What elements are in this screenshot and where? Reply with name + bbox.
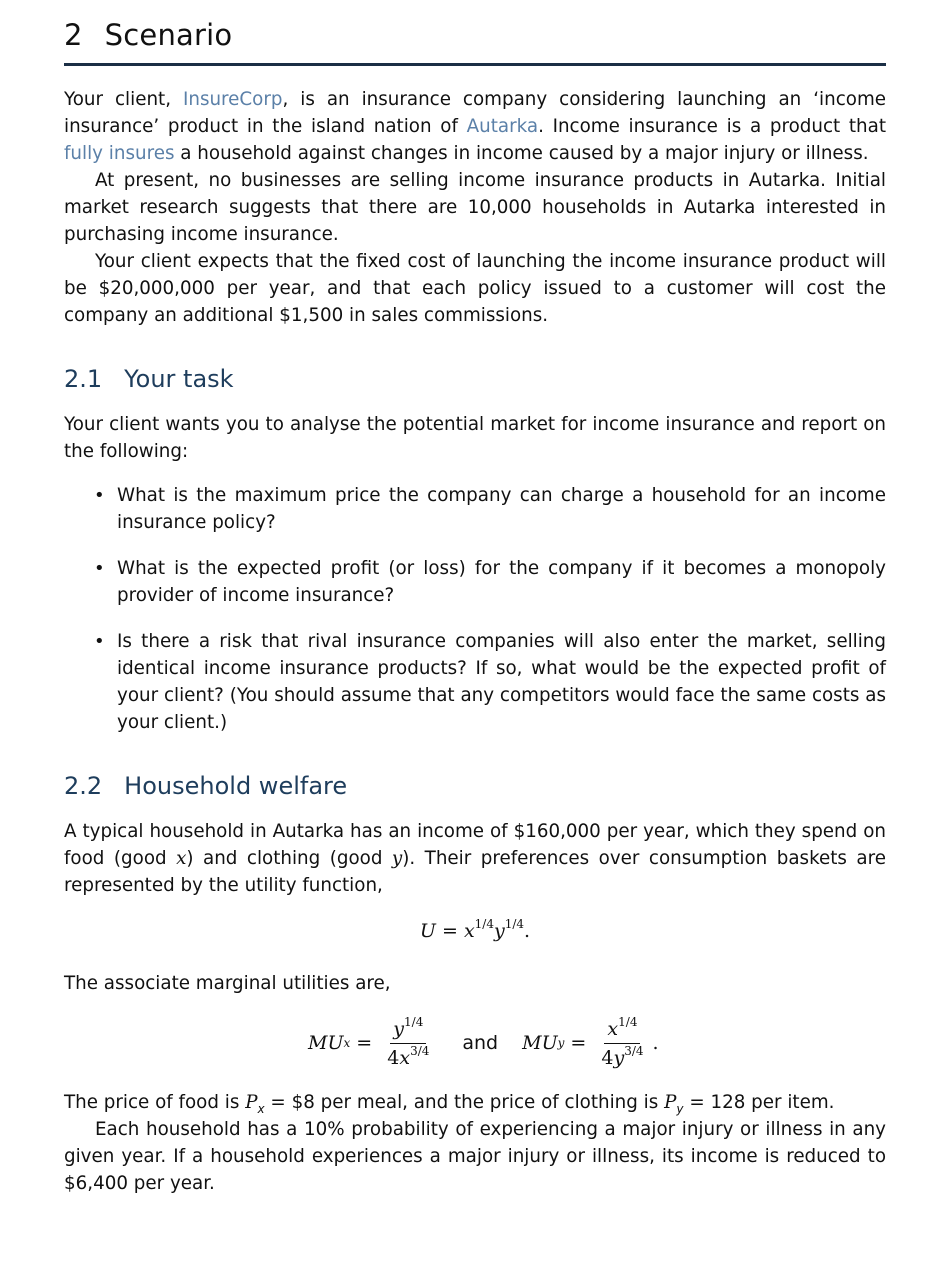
exponent: 1/4 bbox=[404, 1014, 424, 1029]
list-item-text: What is the maximum price the company can charge a household for an income insurance policy? bbox=[117, 485, 886, 533]
exponent: 3/4 bbox=[410, 1043, 430, 1058]
and-word: and bbox=[462, 1032, 499, 1054]
subsection-title: Household welfare bbox=[124, 772, 348, 800]
list-item bbox=[64, 482, 886, 536]
list-item bbox=[64, 555, 886, 609]
intro-paragraph-2: At present, no businesses are selling income insurance products in Autarka. Initial market research suggests that there are 10,000 households in Autarka interested in purchasing income insurance. bbox=[64, 170, 886, 245]
denominator-var: y bbox=[613, 1046, 625, 1069]
list-item-text: Is there a risk that rival insurance companies will also enter the market, selling identical income insurance products? If so, what would be the expected profit of your client? (You should assume that any competitors would face the same costs as your client.) bbox=[117, 631, 886, 733]
equals-sign: = bbox=[350, 1032, 379, 1054]
variable-y: y bbox=[391, 848, 403, 869]
exponent: 1/4 bbox=[504, 917, 525, 931]
subscript: y bbox=[676, 1102, 684, 1116]
intro-paragraph-1 bbox=[64, 86, 886, 167]
subsection-number: 2.2 bbox=[64, 772, 103, 800]
period: . bbox=[524, 920, 531, 942]
subsection-title: Your task bbox=[124, 365, 234, 393]
variable-x: x bbox=[176, 848, 187, 869]
variable-x: x bbox=[463, 920, 475, 942]
equals-sign: = bbox=[435, 920, 464, 942]
welfare-text: ) and clothing (good bbox=[186, 848, 392, 869]
exponent: 3/4 bbox=[624, 1043, 644, 1058]
subsection-heading-task bbox=[64, 365, 234, 393]
section-heading bbox=[64, 18, 232, 52]
intro-text: Your client, bbox=[64, 89, 183, 110]
list-item-text: What is the expected profit (or loss) for the company if it becomes a monopoly provider of income insurance? bbox=[117, 558, 886, 606]
exponent: 1/4 bbox=[474, 917, 494, 931]
intro-text: a household against changes in income caused by a major injury or illness. bbox=[174, 143, 869, 164]
client-name-link[interactable]: InsureCorp bbox=[182, 89, 283, 110]
price-text: The price of food is bbox=[64, 1092, 246, 1113]
nation-link[interactable]: Autarka bbox=[466, 116, 539, 137]
period: . bbox=[652, 1032, 659, 1054]
welfare-text: A typical household in Autarka has an income of $160,000 per year, which they spend on food (good bbox=[64, 821, 886, 869]
section-title: Scenario bbox=[104, 18, 233, 52]
utility-symbol: U bbox=[419, 920, 436, 942]
mu-x-fraction bbox=[384, 1014, 432, 1069]
subsection-number: 2.1 bbox=[64, 365, 103, 393]
welfare-paragraph-1 bbox=[64, 818, 886, 899]
heading-rule bbox=[64, 63, 886, 66]
subscript: x bbox=[257, 1102, 265, 1116]
task-lead-paragraph: Your client wants you to analyse the potential market for income insurance and report on the following: bbox=[64, 414, 886, 462]
intro-paragraph-3: Your client expects that the fixed cost of launching the income insurance product will be $20,000,000 per year, and that each policy issued to a customer will cost the company an additional $1,500 in sales commissions. bbox=[64, 251, 886, 326]
task-bullet-list bbox=[64, 482, 886, 755]
probability-paragraph: Each household has a 10% probability of experiencing a major injury or illness in any given year. If a household experiences a major injury or illness, its income is reduced to $6,400 per year. bbox=[64, 1119, 886, 1194]
subsection-heading-welfare bbox=[64, 772, 347, 800]
marginal-utility-equations: MU x = $\frac{y^{1/4}}{4x^{3/4}}$ and MU y = $\frac{x^{1/4}}{4y^{3/4}}$ . bbox=[308, 1014, 659, 1069]
bullet-icon: • bbox=[94, 485, 105, 506]
price-text: = $8 per meal, and the price of clothing is bbox=[264, 1092, 665, 1113]
numerator-var: y bbox=[393, 1017, 405, 1040]
mu-y-fraction bbox=[598, 1014, 646, 1069]
denominator-coef: 4 bbox=[601, 1046, 614, 1069]
exponent: 1/4 bbox=[618, 1014, 638, 1029]
fully-insures-link[interactable]: fully insures bbox=[64, 143, 175, 164]
denominator-coef: 4 bbox=[387, 1046, 400, 1069]
intro-text: , is an insurance company considering launching an ‘income insurance’ product in the island nation of bbox=[64, 89, 886, 137]
numerator-var: x bbox=[607, 1017, 619, 1040]
variable-y: y bbox=[493, 920, 505, 942]
bullet-icon: • bbox=[94, 631, 105, 652]
welfare-text: ). Their preferences over consumption baskets are represented by the utility function, bbox=[64, 848, 886, 896]
mu-y-symbol: MU bbox=[522, 1032, 558, 1054]
intro-text: . Income insurance is a product that bbox=[538, 116, 886, 137]
bullet-icon: • bbox=[94, 558, 105, 579]
price-y-symbol: P bbox=[664, 1092, 677, 1113]
section-number: 2 bbox=[64, 18, 83, 52]
equals-sign: = bbox=[564, 1032, 593, 1054]
price-x-symbol: P bbox=[245, 1092, 258, 1113]
list-item bbox=[64, 628, 886, 736]
price-text: = 128 per item. bbox=[683, 1092, 835, 1113]
marginal-utilities-lead: The associate marginal utilities are, bbox=[64, 973, 391, 994]
mu-x-symbol: MU bbox=[308, 1032, 344, 1054]
utility-equation bbox=[64, 917, 886, 942]
price-paragraph bbox=[64, 1089, 886, 1116]
denominator-var: x bbox=[399, 1046, 411, 1069]
